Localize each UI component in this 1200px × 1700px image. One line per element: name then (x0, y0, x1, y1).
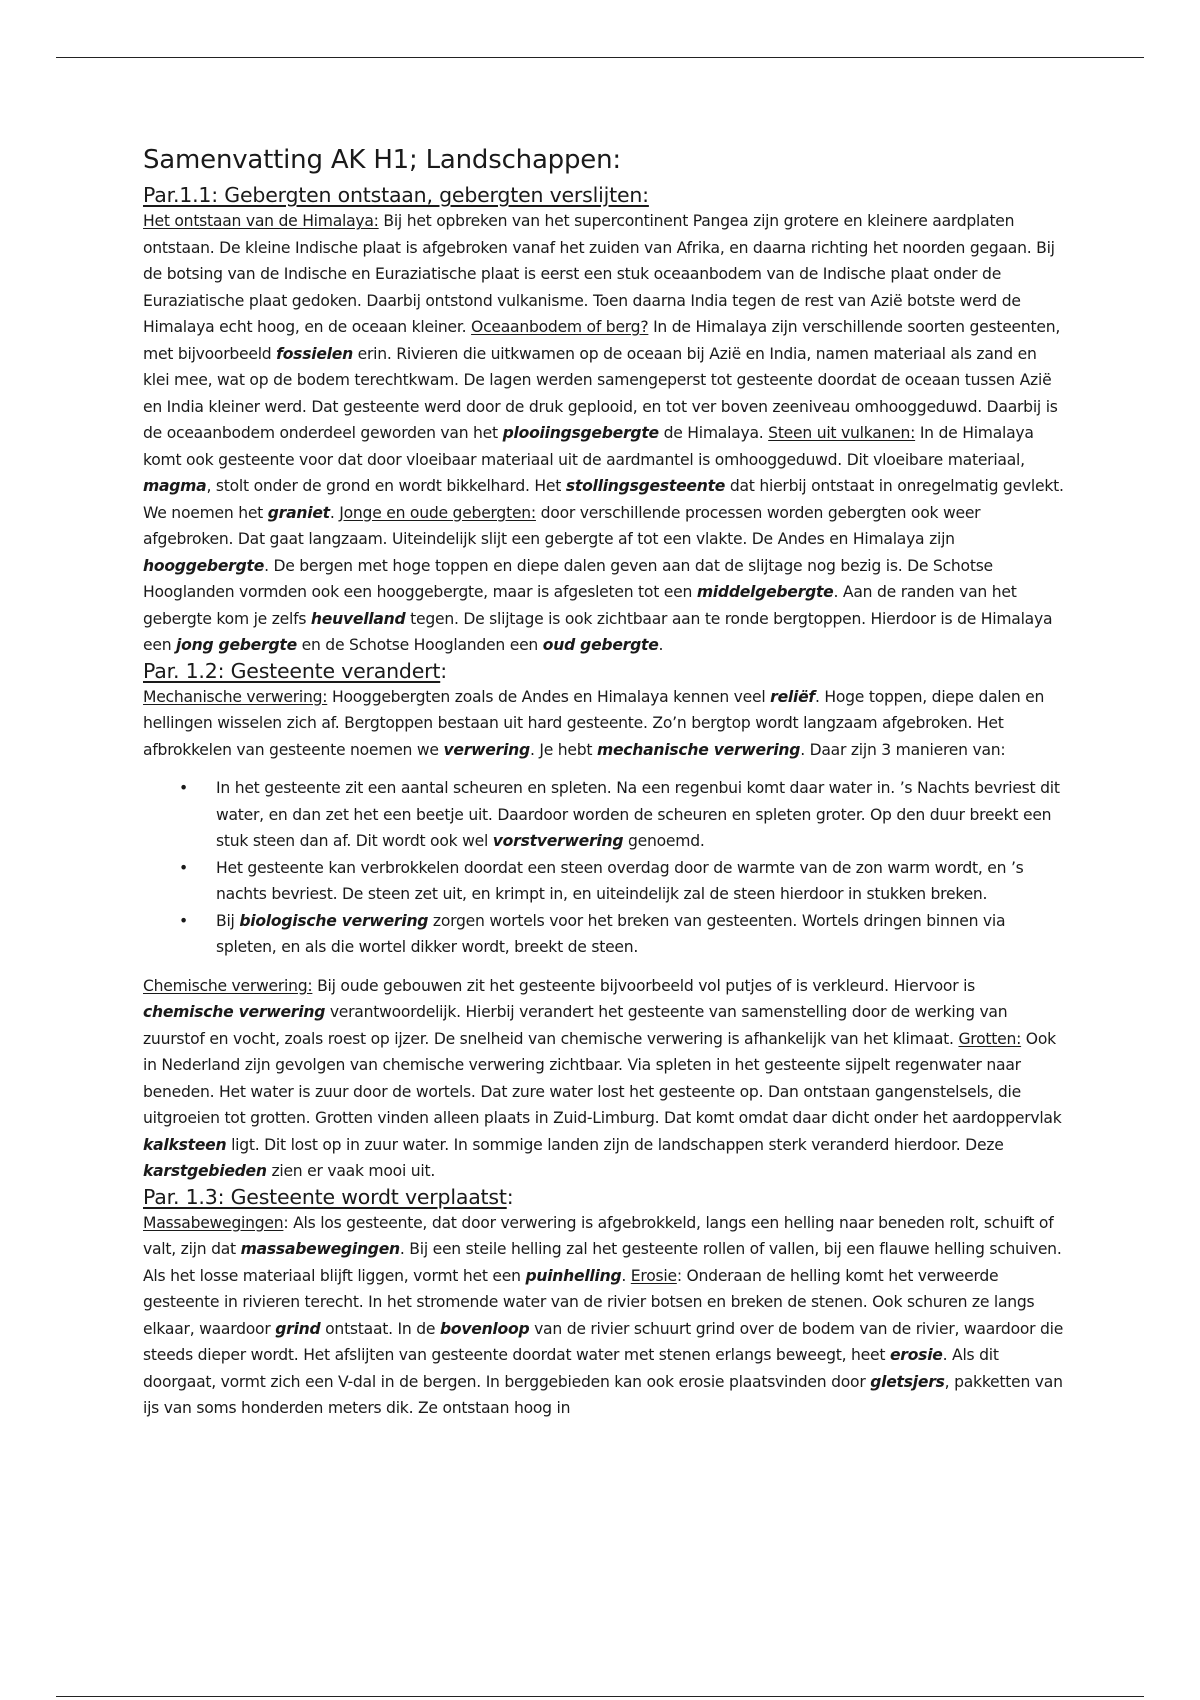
text-run: In de Himalaya komt ook gesteente voor dat door vloeibaar materiaal uit de aardmantel is omhooggeduwd. Dit vloeibare materiaal, (143, 424, 1034, 469)
text-run: tegen. De slijtage is ook zichtbaar aan te ronde bergtoppen. Hierdoor is de Himalaya een (143, 609, 1053, 654)
paragraph-mechanische-verwering (143, 684, 1065, 764)
term-oud-gebergte: oud gebergte (542, 636, 659, 654)
section-heading-1-2-colon: : (440, 658, 447, 683)
term-chemische-verwering: chemische verwering (143, 1003, 326, 1021)
term-erosie: erosie (889, 1346, 943, 1364)
text-run: In de Himalaya zijn verschillende soorten gesteenten, met bijvoorbeeld (143, 318, 1061, 363)
term-karstgebieden: karstgebieden (143, 1162, 267, 1180)
term-kalksteen: kalksteen (143, 1135, 227, 1154)
term-middelgebergte: middelgebergte (696, 583, 834, 601)
list-item (179, 775, 1065, 855)
text-run: van de rivier schuurt grind over de bodem van de rivier, waardoor die steeds dieper wordt. Het afslijten van gesteente doordat water met stenen erlangs beweegt, heet (143, 1319, 1064, 1364)
text-run: , stolt onder de grond en wordt bikkelhard. Het (206, 477, 566, 495)
paragraph-himalaya (143, 208, 1065, 659)
term-puinhelling: puinhelling (525, 1266, 622, 1285)
text-run: In het gesteente zit een aantal scheuren en spleten. Na een regenbui komt daar water in. ’s Nachts bevriest dit water, en dan zet het een beetje uit. Daardoor worden de scheuren en spleten groter. Op den duur breekt een stuk steen dan af. Dit wordt ook wel (216, 779, 1060, 850)
document-title: Samenvatting AK H1; Landschappen: (143, 145, 621, 175)
term-verwering: verwering (443, 740, 530, 759)
term-bovenloop: bovenloop (439, 1319, 530, 1338)
term-vorstverwering: vorstverwering (492, 832, 624, 850)
text-run: Ook in Nederland zijn gevolgen van chemische verwering zichtbaar. Via spleten in het gesteente sijpelt regenwater naar beneden. Het water is zuur door de wortels. Dat zure water lost het gesteente op. Dan ontstaan gangenstelsels, die uitgroeien tot grotten. Grotten vinden alleen plaats in Zuid-Limburg. Dat komt omdat daar dicht onder het aardoppervlak (143, 1029, 1062, 1127)
term-relief: reliëf (770, 687, 815, 706)
bullet-list-verwering (143, 775, 1065, 961)
term-gletsjers: gletsjers (870, 1372, 945, 1391)
bullet-icon: • (179, 911, 188, 930)
text-run: ligt. Dit lost op in zuur water. In sommige landen zijn de landschappen sterk veranderd hierdoor. Deze (226, 1135, 1004, 1154)
text-run: genoemd. (623, 832, 705, 850)
text-run: . (329, 503, 340, 522)
section-heading-1-3-text: Par. 1.3: Gesteente wordt verplaatst (143, 1184, 507, 1209)
text-run: . Je hebt (529, 740, 597, 759)
text-run: zien er vaak mooi uit. (266, 1162, 436, 1180)
term-jong-gebergte: jong gebergte (176, 636, 297, 654)
text-run: Het gesteente kan verbrokkelen doordat een steen overdag door de warmte van de zon warm wordt, en ’s nachts bevriest. De steen zet uit, en krimpt in, en uiteindelijk zal de steen hierdoor in stukken breken. (216, 858, 1024, 903)
text-run: zorgen wortels voor het breken van gesteenten. Wortels dringen binnen via spleten, en als die wortel dikker wordt, breekt de steen. (216, 911, 1006, 956)
list-item (179, 855, 1065, 908)
list-item (179, 908, 1065, 961)
section-heading-1-3 (143, 1185, 1065, 1210)
text-run: . Aan de randen van het gebergte kom je zelfs (143, 583, 1017, 628)
section-heading-1-3-colon: : (506, 1184, 514, 1209)
bullet-icon: • (179, 858, 188, 877)
section-heading-1-1 (143, 183, 1065, 208)
subheading-grotten: Grotten: (958, 1029, 1022, 1048)
section-heading-1-2 (143, 659, 1065, 684)
text-run: . De bergen met hoge toppen en diepe dalen geven aan dat de slijtage nog bezig is. De Schotse Hooglanden vormden ook een hooggebergte, maar is afgesleten tot een (143, 556, 993, 601)
text-run: . (621, 1266, 631, 1285)
term-magma: magma (143, 477, 207, 495)
subheading-mechanische-verwering: Mechanische verwering: (143, 687, 328, 706)
text-run: ontstaat. In de (320, 1319, 440, 1338)
text-run: Hooggebergten zoals de Andes en Himalaya kennen veel (327, 687, 771, 706)
text-run: . Bij een steile helling zal het gesteente rollen of vallen, bij een flauwe helling schuiven. Als het losse materiaal blijft liggen, vormt het een (143, 1240, 1062, 1285)
text-run: , pakketten van ijs van soms honderden meters dik. Ze ontstaan hoog in (143, 1372, 1063, 1417)
term-hooggebergte: hooggebergte (143, 556, 265, 575)
text-run: . (658, 636, 664, 654)
term-grind: grind (275, 1319, 321, 1338)
term-biologische-verwering: biologische verwering (239, 911, 429, 930)
text-run: . Hoge toppen, diepe dalen en hellingen wisselen zich af. Bergtoppen bestaan uit hard gesteente. Zo’n bergtop wordt langzaam afgebroken. Het afbrokkelen van gesteente noemen we (143, 687, 1045, 759)
text-run: Bij oude gebouwen zit het gesteente bijvoorbeeld vol putjes of is verkleurd. Hiervoor is (312, 976, 976, 995)
subheading-erosie: Erosie (630, 1266, 677, 1285)
section-heading-1-1-text: Par.1.1: Gebergten ontstaan, gebergten verslijten: (143, 183, 649, 207)
subheading-oceaanbodem: Oceaanbodem of berg? (471, 318, 649, 336)
term-heuvelland: heuvelland (310, 609, 406, 628)
text-run: door verschillende processen worden gebergten ook weer afgebroken. Dat gaat langzaam. Uiteindelijk slijt een gebergte af tot een vlakte. De Andes en Himalaya zijn (143, 503, 981, 548)
text-run: erin. Rivieren die uitkwamen op de oceaan bij Azië en India, namen materiaal als zand en klei mee, wat op de bodem terechtkwam. De lagen werden samengeperst tot gesteente doordat de oceaan tussen Azië en India kleiner werd. Dat gesteente werd door de druk geplooid, en tot ver boven zeeniveau omhooggeduwd. Daarbij is de oceaanbodem onderdeel geworden van het (143, 344, 1058, 442)
text-run: Bij het opbreken van het supercontinent Pangea zijn grotere en kleinere aardplaten ontstaan. De kleine Indische plaat is afgebroken vanaf het zuiden van Afrika, en daarna richting het noorden gegaan. Bij de botsing van de Indische en Euraziatische plaat is eerst een stuk oceaanbodem van de Indische plaat onder de Euraziatische plaat gedoken. Daarbij ontstond vulkanisme. Toen daarna India tegen de rest van Azië botste werd de Himalaya echt hoog, en de oceaan kleiner. (143, 212, 1055, 336)
footer-rule (56, 1696, 1144, 1697)
text-run: : Als los gesteente, dat door verwering is afgebrokkeld, langs een helling naar beneden rolt, schuift of valt, zijn dat (143, 1213, 1054, 1258)
paragraph-massabewegingen (143, 1210, 1065, 1422)
text-run: . Daar zijn 3 manieren van: (800, 740, 1006, 759)
text-run: : Onderaan de helling komt het verweerde gesteente in rivieren terecht. In het stromende water van de rivier botsen en breken de stenen. Ook schuren ze langs elkaar, waardoor (143, 1266, 1035, 1338)
text-run: Bij (216, 911, 240, 930)
subheading-jonge-oude-gebergten: Jonge en oude gebergten: (339, 503, 536, 522)
subheading-ontstaan-himalaya: Het ontstaan van de Himalaya: (143, 212, 379, 230)
term-graniet: graniet (267, 503, 330, 522)
text-run: dat hierbij ontstaat in onregelmatig gevlekt. We noemen het (143, 477, 1064, 522)
text-run: . Als dit doorgaat, vormt zich een V-dal in de bergen. In berggebieden kan ook erosie plaatsvinden door (143, 1346, 999, 1391)
term-mechanische-verwering: mechanische verwering (596, 740, 801, 759)
header-rule (56, 57, 1144, 58)
text-run: verantwoordelijk. Hierbij verandert het gesteente van samenstelling door de werking van zuurstof en vocht, zoals roest op ijzer. De snelheid van chemische verwering is afhankelijk van het klimaat. (143, 1003, 1008, 1048)
subheading-chemische-verwering: Chemische verwering: (143, 976, 313, 995)
term-massabewegingen: massabewegingen (240, 1240, 400, 1258)
document-page (143, 143, 1065, 1422)
subheading-massabewegingen: Massabewegingen (143, 1213, 284, 1232)
term-stollingsgesteente: stollingsgesteente (565, 477, 726, 495)
subheading-steen-uit-vulkanen: Steen uit vulkanen: (768, 424, 916, 442)
term-fossielen: fossielen (276, 344, 353, 363)
term-plooiingsgebergte: plooiingsgebergte (502, 424, 659, 442)
text-run: de Himalaya. (658, 424, 769, 442)
bullet-icon: • (179, 779, 188, 797)
text-run: en de Schotse Hooglanden een (296, 636, 543, 654)
paragraph-chemische-verwering (143, 973, 1065, 1185)
section-heading-1-2-text: Par. 1.2: Gesteente verandert (143, 658, 441, 683)
